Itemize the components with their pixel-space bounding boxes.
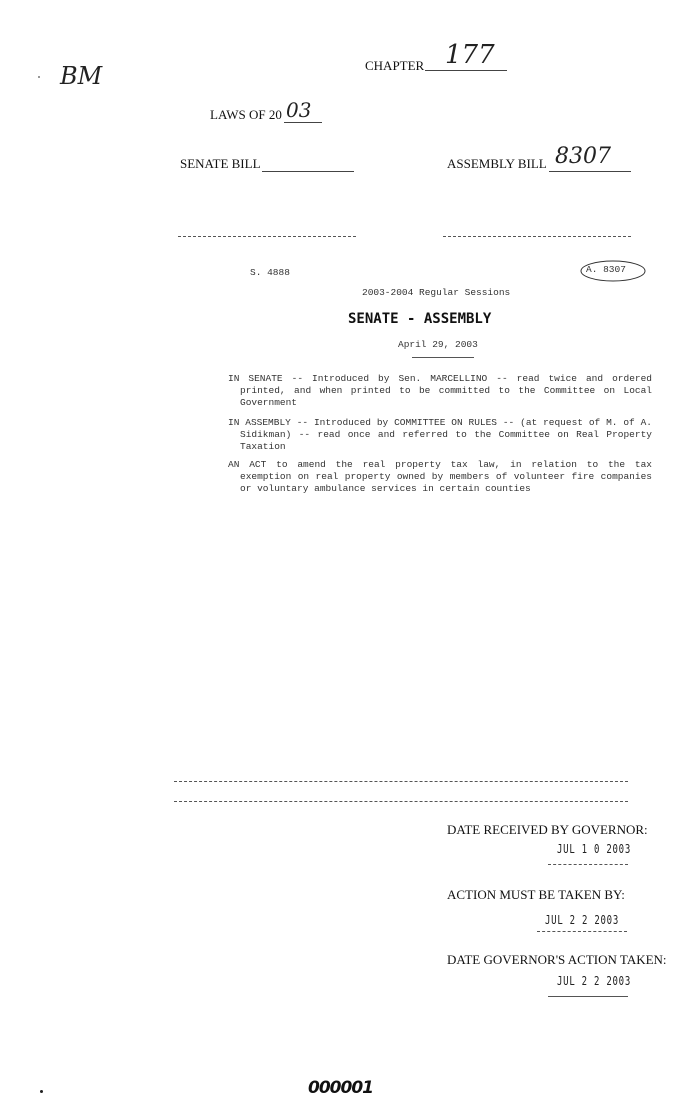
bill-date: April 29, 2003 (398, 339, 478, 350)
scan-speck (38, 76, 40, 78)
laws-of-label: LAWS OF 20 (210, 107, 282, 122)
chapter-label: CHAPTER (365, 58, 425, 73)
date-received-label: DATE RECEIVED BY GOVERNOR: (447, 822, 648, 837)
assembly-bill-number: A. 8307 (586, 264, 626, 275)
senate-bill-number: S. 4888 (250, 267, 290, 278)
divider (174, 781, 628, 782)
action-deadline-label: ACTION MUST BE TAKEN BY: (447, 887, 625, 902)
assembly-bill-field (549, 144, 631, 172)
divider (178, 236, 356, 237)
chapter-value: 177 (445, 40, 495, 70)
divider (548, 996, 628, 997)
divider (443, 236, 631, 237)
divider (548, 864, 628, 865)
senate-bill-label: SENATE BILL (180, 156, 261, 171)
senate-introduction (228, 373, 652, 409)
assembly-bill-value: 8307 (555, 144, 611, 169)
action-taken-stamp: JUL 2 2 2003 (557, 974, 632, 988)
laws-of-value: 03 (286, 98, 312, 122)
scan-speck (40, 1090, 43, 1093)
senate-introduction-text: IN SENATE -- Introduced by Sen. MARCELLINO -- read twice and ordered printed, and when printed to be committed to the Committee on Local Government (228, 373, 652, 408)
chapter-field (425, 40, 507, 71)
divider (174, 801, 628, 802)
divider (537, 931, 627, 932)
act-title (228, 459, 652, 495)
assembly-bill-number-stamp (580, 259, 648, 281)
act-title-text: AN ACT to amend the real property tax law, in relation to the tax exemption on real property owned by members of volunteer fire companies or voluntary ambulance services in certain counties (228, 459, 652, 494)
action-taken-label: DATE GOVERNOR'S ACTION TAKEN: (447, 952, 667, 967)
assembly-introduction (228, 417, 652, 453)
laws-of-field (284, 98, 322, 123)
senate-bill-field (262, 155, 354, 172)
page-number: 000001 (308, 1078, 373, 1098)
session-text: 2003-2004 Regular Sessions (362, 287, 511, 298)
handwritten-initials: BM (60, 62, 103, 90)
date-received-stamp: JUL 1 0 2003 (557, 842, 632, 856)
action-deadline-stamp: JUL 2 2 2003 (545, 913, 620, 927)
assembly-bill-label: ASSEMBLY BILL (447, 156, 547, 171)
assembly-introduction-text: IN ASSEMBLY -- Introduced by COMMITTEE ON RULES -- (at request of M. of A. Sidikman) -- read once and referred to the Committee on Real Property Taxation (228, 417, 652, 452)
document-heading: SENATE - ASSEMBLY (348, 311, 492, 327)
divider (412, 357, 474, 358)
